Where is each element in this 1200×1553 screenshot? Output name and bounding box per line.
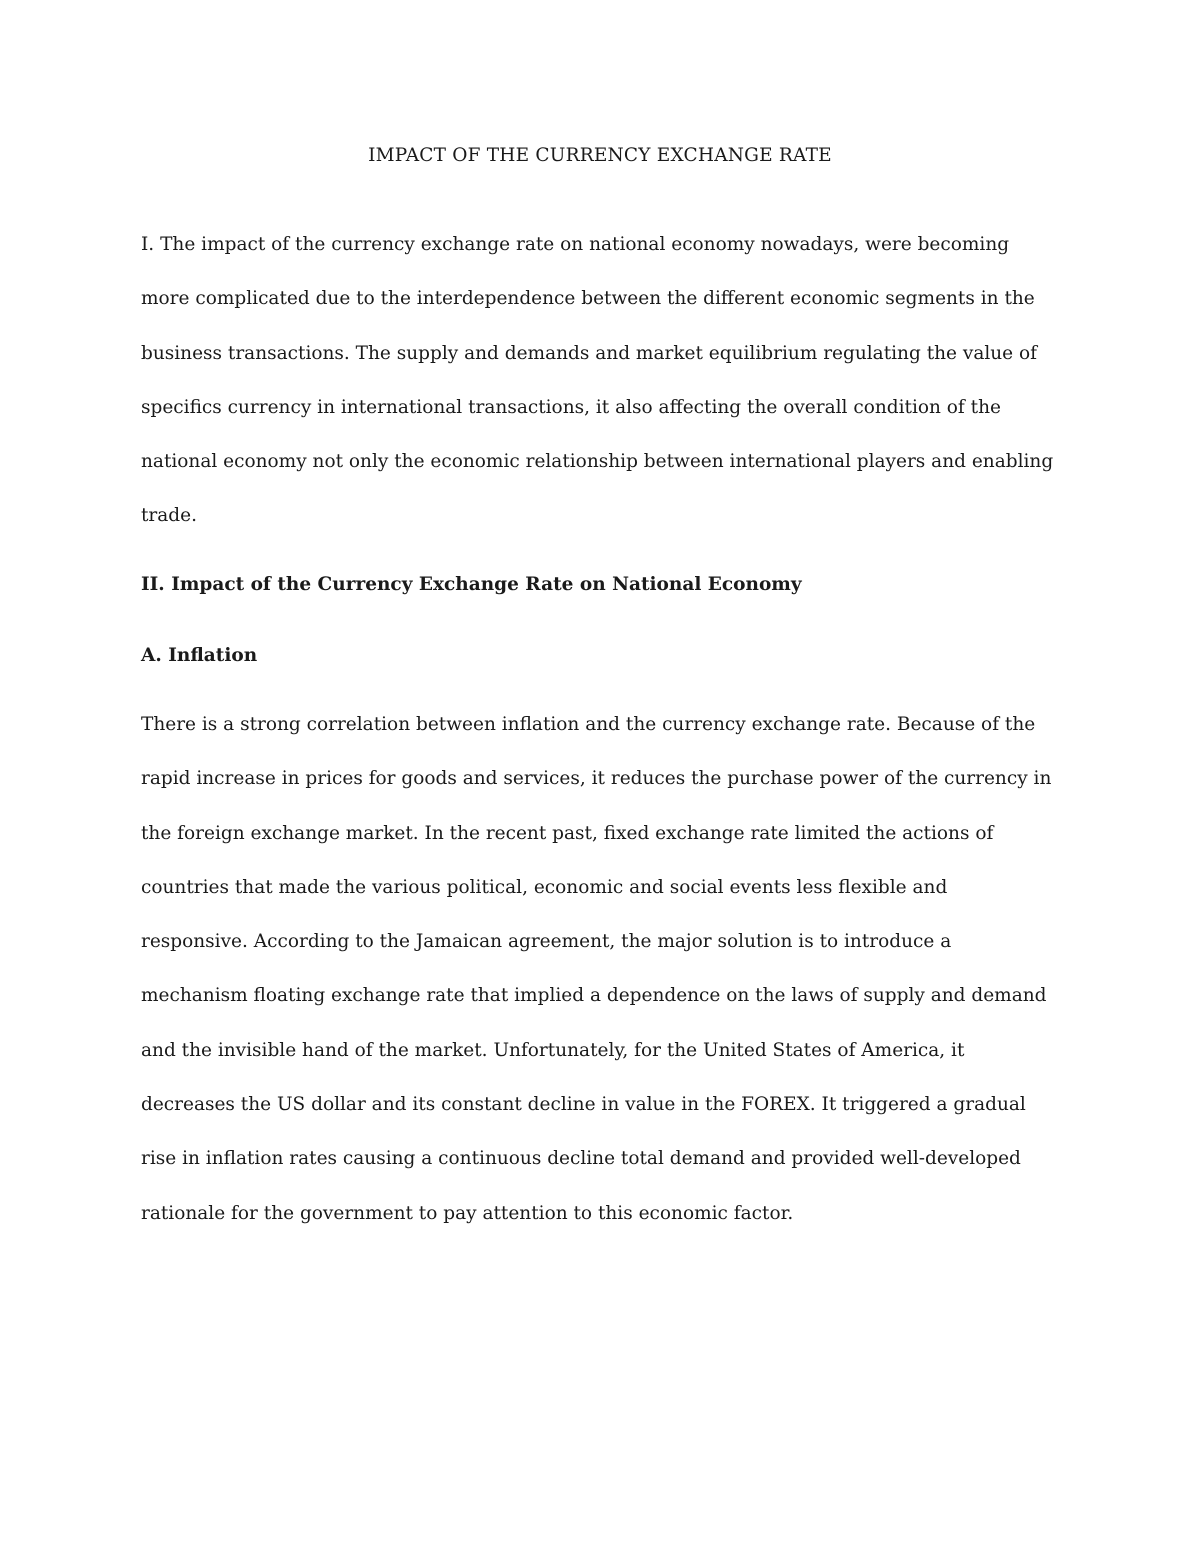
paragraph-line: business transactions. The supply and demands and market equilibrium regulating the value of bbox=[141, 342, 1037, 364]
paragraph-line: rapid increase in prices for goods and services, it reduces the purchase power of the currency in bbox=[141, 768, 1052, 790]
paragraph-line: specifics currency in international transactions, it also affecting the overall condition of the bbox=[141, 396, 1001, 418]
paragraph-line: decreases the US dollar and its constant decline in value in the FOREX. It triggered a gradual bbox=[141, 1094, 1026, 1116]
paragraph-line: rationale for the government to pay attention to this economic factor. bbox=[141, 1202, 794, 1224]
paragraph-line: the foreign exchange market. In the recent past, fixed exchange rate limited the actions of bbox=[141, 822, 994, 844]
paragraph-line: and the invisible hand of the market. Unfortunately, for the United States of America, it bbox=[141, 1039, 965, 1061]
intro-paragraph bbox=[141, 218, 1061, 544]
paragraph-line: more complicated due to the interdependence between the different economic segments in the bbox=[141, 288, 1035, 310]
paragraph-line: trade. bbox=[141, 505, 197, 527]
paragraph-line: There is a strong correlation between inflation and the currency exchange rate. Because of the bbox=[141, 714, 1036, 735]
paragraph-line: rise in inflation rates causing a continuous decline total demand and provided well-developed bbox=[141, 1148, 1021, 1170]
section-heading: II. Impact of the Currency Exchange Rate on National Economy bbox=[141, 574, 802, 595]
paragraph-line: national economy not only the economic relationship between international players and enabling bbox=[141, 451, 1054, 473]
paragraph-line: mechanism floating exchange rate that implied a dependence on the laws of supply and demand bbox=[141, 985, 1047, 1007]
paragraph-line: responsive. According to the Jamaican agreement, the major solution is to introduce a bbox=[141, 931, 952, 953]
paragraph-line: countries that made the various political, economic and social events less flexible and bbox=[141, 876, 948, 898]
paragraph-line: I. The impact of the currency exchange rate on national economy nowadays, were becoming bbox=[141, 234, 1010, 255]
inflation-paragraph bbox=[141, 698, 1061, 1241]
document-title: IMPACT OF THE CURRENCY EXCHANGE RATE bbox=[368, 145, 832, 166]
subsection-heading: A. Inflation bbox=[141, 645, 258, 666]
